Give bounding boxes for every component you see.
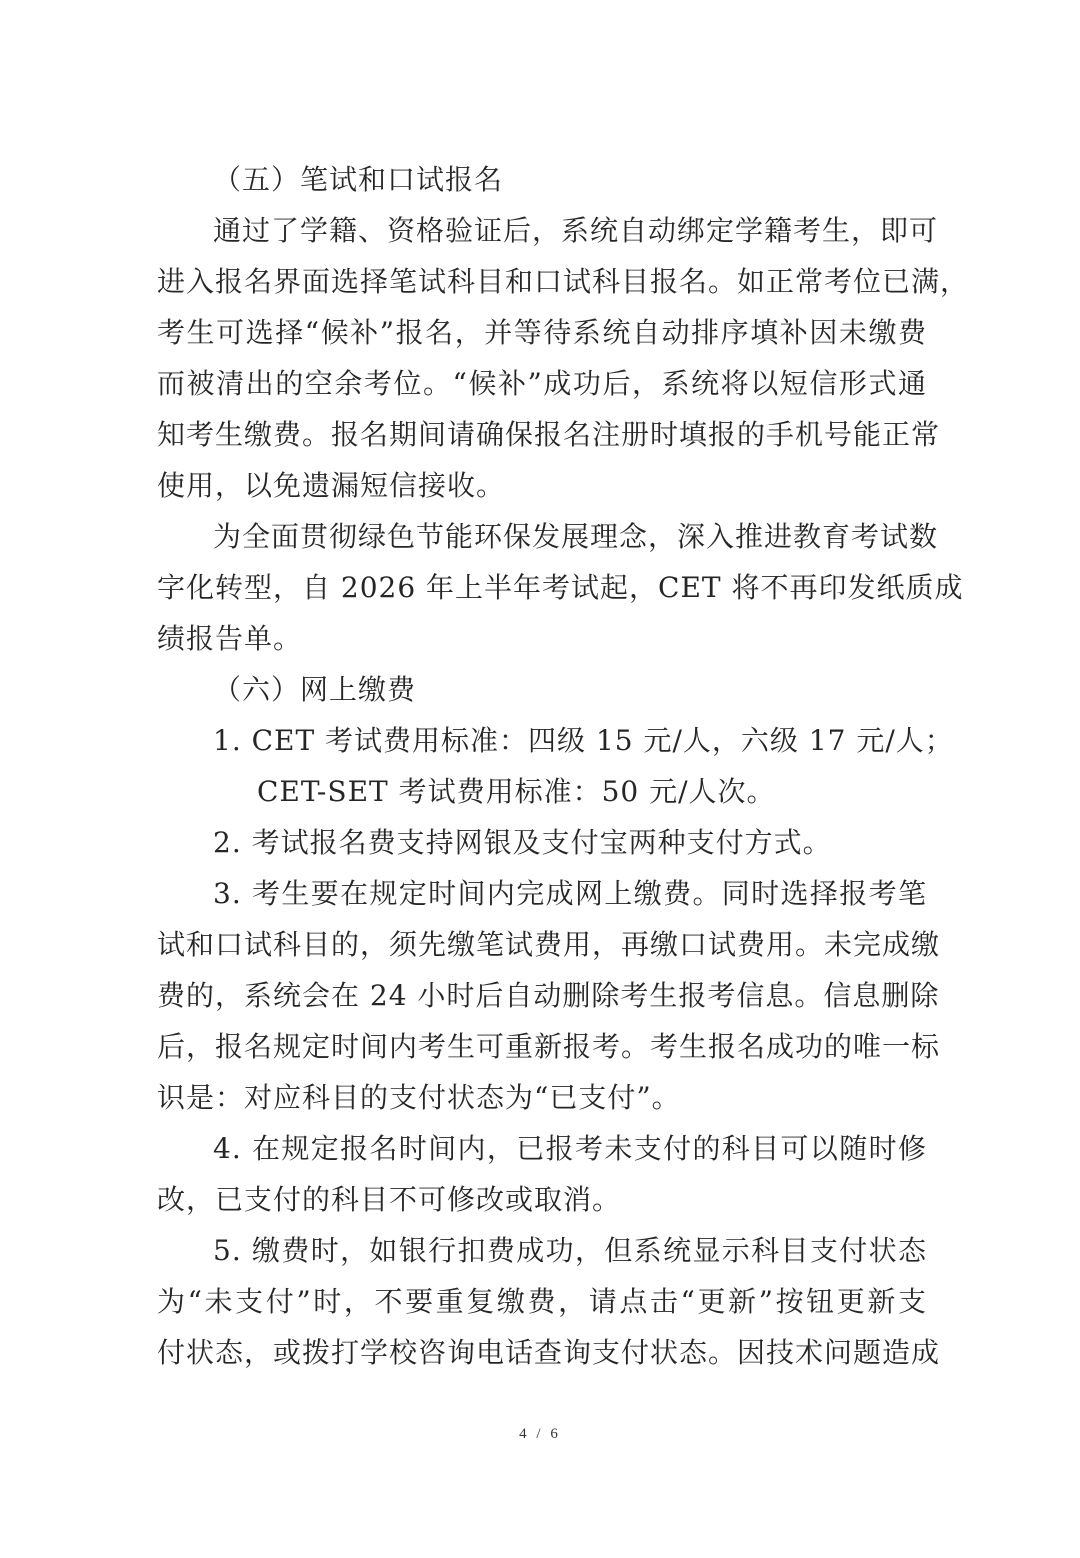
paragraph-line: 为“未支付”时，不要重复缴费，请点击“更新”按钮更新支 (157, 1285, 927, 1318)
list-item-line: 2. 考试报名费支持网银及支付宝两种支付方式。 (213, 826, 832, 859)
section-heading-six: （六）网上缴费 (213, 673, 417, 706)
paragraph-line: 绩报告单。 (157, 622, 303, 655)
paragraph-line: 考生可选择“候补”报名，并等待系统自动排序填补因未缴费 (157, 316, 927, 349)
paragraph-line: 改，已支付的科目不可修改或取消。 (157, 1183, 622, 1216)
paragraph-line: 通过了学籍、资格验证后，系统自动绑定学籍考生，即可 (213, 214, 939, 247)
paragraph-line: 而被清出的空余考位。“候补”成功后，系统将以短信形式通 (157, 367, 927, 400)
paragraph-line: 为全面贯彻绿色节能环保发展理念，深入推进教育考试数 (213, 520, 939, 553)
list-item-line: 3. 考生要在规定时间内完成网上缴费。同时选择报考笔 (213, 877, 927, 910)
paragraph-line: 知考生缴费。报名期间请确保报名注册时填报的手机号能正常 (157, 418, 941, 451)
paragraph-line: 费的，系统会在 24 小时后自动删除考生报考信息。信息删除 (157, 979, 940, 1012)
paragraph-line: 后，报名规定时间内考生可重新报考。考生报名成功的唯一标 (157, 1030, 941, 1063)
paragraph-line: 识是：对应科目的支付状态为“已支付”。 (157, 1081, 681, 1114)
list-item-line: 5. 缴费时，如银行扣费成功，但系统显示科目支付状态 (213, 1234, 927, 1267)
list-item-line: 1. CET 考试费用标准：四级 15 元/人，六级 17 元/人； (213, 724, 954, 757)
paragraph-line: 试和口试科目的，须先缴笔试费用，再缴口试费用。未完成缴 (157, 928, 941, 961)
list-item-line: 4. 在规定报名时间内，已报考未支付的科目可以随时修 (213, 1132, 927, 1165)
section-heading-five: （五）笔试和口试报名 (213, 163, 504, 196)
paragraph-line: 付状态，或拨打学校咨询电话查询支付状态。因技术问题造成 (157, 1336, 941, 1369)
page-number: 4 / 6 (519, 1426, 561, 1442)
list-item-line: CET-SET 考试费用标准：50 元/人次。 (257, 775, 776, 808)
page-content (157, 154, 970, 1378)
paragraph-line: 使用，以免遗漏短信接收。 (157, 469, 506, 502)
paragraph-line: 字化转型，自 2026 年上半年考试起，CET 将不再印发纸质成 (157, 571, 964, 604)
paragraph-line: 进入报名界面选择笔试科目和口试科目报名。如正常考位已满， (157, 265, 970, 298)
